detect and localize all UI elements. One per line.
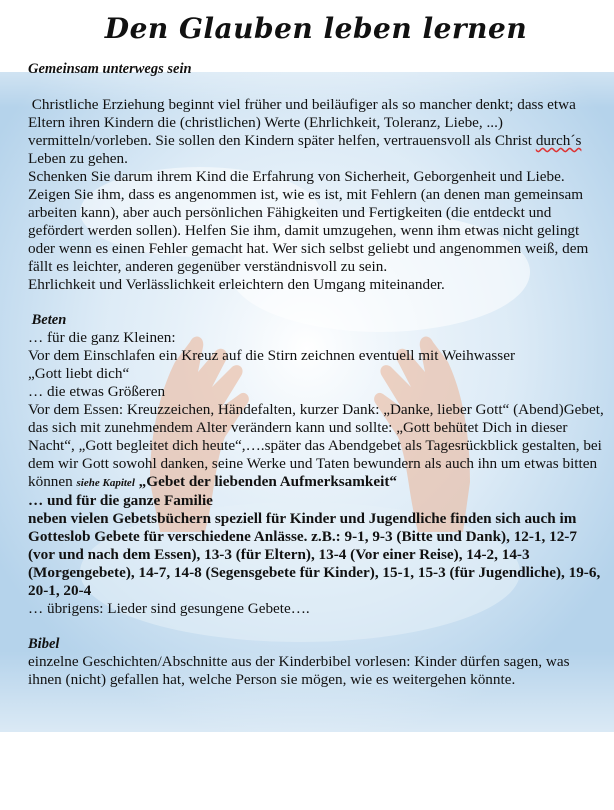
paragraph-essen: Vor dem Essen: Kreuzzeichen, Händefalten, kurzer Dank: „Danke, lieber Gott“ (Abend)Gebet, das sich mit zunehmendem Alter verändern kann und sollte: „Gott behütet Dich in dieser Nacht“, „Gott begleitet dich heute“,….später das Abendgebet als Tagesrückblick gestalten, bei dem wir Gott sowohl danken, seine Werke und Taten bewundern als auch ihn um etwas bitten können siehe Kapitel „Gebet der liebenden Aufmerksamkeit“: [28, 401, 604, 490]
chapter-reference: siehe Kapitel: [76, 477, 135, 489]
line-gott-liebt-dich: „Gott liebt dich“: [28, 365, 130, 382]
section-heading-bibel: Bibel: [28, 636, 60, 652]
line-einschlafen: Vor dem Einschlafen ein Kreuz auf die Stirn zeichnen eventuell mit Weihwasser: [28, 347, 516, 364]
line-groesseren: … die etwas Größeren: [28, 383, 166, 400]
paragraph-gotteslob: neben vielen Gebetsbüchern speziell für Kinder und Jugendliche finden sich auch im Gotteslob Gebete für verschiedene Anlässe. z.B.: 9-1, 9-3 (Bitte und Dank), 12-1, 12-7 (vor und nach dem Essen), 13-3 (für Eltern), 13-4 (Vor einer Reise), 14-2, 14-3 (Morgengebete), 14-7, 14-8 (Segensgebete für Kinder), 15-1, 15-3 (für Jugendliche), 19-6, 20-1, 20-4: [28, 510, 601, 599]
document-page: [0, 12, 614, 689]
section-heading-gemeinsam: Gemeinsam unterwegs sein: [28, 61, 192, 77]
line-familie: … und für die ganze Familie: [28, 492, 213, 509]
paragraph-erziehung: Christliche Erziehung beginnt viel früher und beiläufiger als so mancher denkt; dass etwa Eltern ihren Kindern die (christlichen) Werte (Ehrlichkeit, Toleranz, Liebe, ...) vermitteln/vorleben. Sie sollen den Kindern später helfen, vertrauensvoll als Christ durch´s Leben zu gehen.: [28, 96, 582, 167]
page-title: Den Glauben leben lernen: [104, 12, 528, 45]
paragraph-kinderbibel: einzelne Geschichten/Abschnitte aus der Kinderbibel vorlesen: Kinder dürfen sagen, was ihnen (nicht) gefallen hat, welche Person sie mögen, wie es weitergehen könnte.: [28, 653, 570, 688]
paragraph-sicherheit: Schenken Sie darum ihrem Kind die Erfahrung von Sicherheit, Geborgenheit und Liebe. Zeigen Sie ihm, dass es angenommen ist, wie es ist, mit Fehlern (an denen man gemeinsam arbeiten kann), aber auch persönlichen Fähigkeiten und Fertigkeiten (die entdeckt und gefördert werden sollen). Helfen Sie ihm, damit umzugehen, wenn ihm etwas nicht gelingt oder wenn es einen Fehler gemacht hat. Wer sich selbst geliebt und angenommen weiß, dem fällt es leichter, anderen gegenüber verständnisvoll zu sein.: [28, 168, 589, 275]
section-heading-beten: Beten: [31, 312, 67, 328]
line-kleinen: … für die ganz Kleinen:: [28, 329, 176, 346]
paragraph-ehrlichkeit: Ehrlichkeit und Verlässlichkeit erleichtern den Umgang miteinander.: [28, 276, 445, 293]
spellcheck-word: durch´s: [535, 132, 582, 149]
line-lieder: … übrigens: Lieder sind gesungene Gebete….: [28, 600, 310, 617]
